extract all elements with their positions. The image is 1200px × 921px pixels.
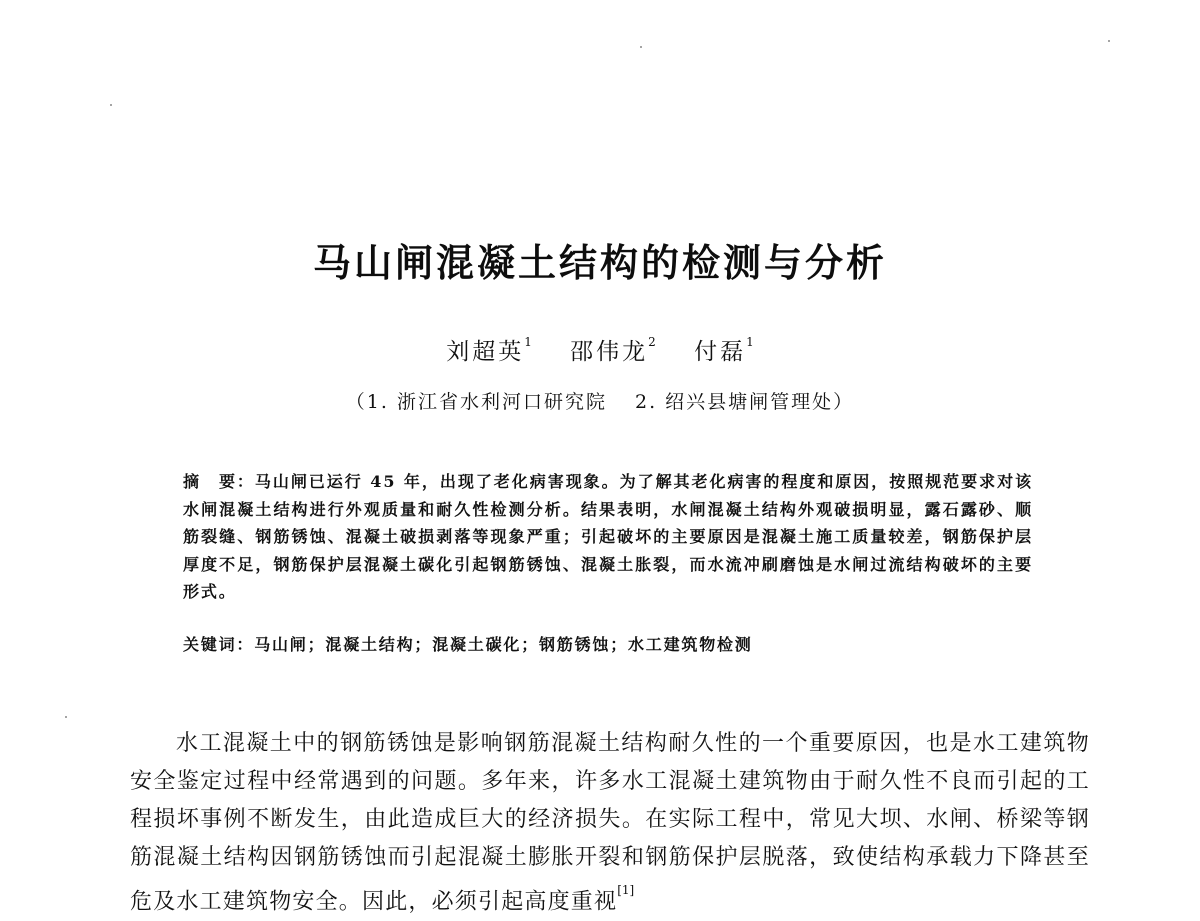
author [446, 335, 532, 365]
paper-title: 马山闸混凝土结构的检测与分析 [312, 241, 887, 285]
affiliation-mark: 1 [524, 335, 532, 350]
scan-speck [65, 716, 67, 718]
author-list [0, 333, 1200, 366]
affiliation-mark: 2 [648, 335, 656, 350]
citation-mark: [1] [617, 883, 635, 897]
abstract [183, 468, 1033, 606]
scan-speck [110, 104, 112, 106]
abstract-text: 马山闸已运行 45 年，出现了老化病害现象。为了解其老化病害的程度和原因，按照规范要求对该水闸混凝土结构进行外观质量和耐久性检测分析。结果表明，水闸混凝土结构外观破损明显，露石露砂、顺筋裂缝、钢筋锈蚀、混凝土破损剥落等现象严重；引起破坏的主要原因是混凝土施工质量较差，钢筋保护层厚度不足，钢筋保护层混凝土碳化引起钢筋锈蚀、混凝土胀裂，而水流冲刷磨蚀是水闸过流结构破坏的主要形式。 [183, 472, 1033, 601]
scan-speck [1108, 40, 1110, 42]
keywords-label: 关键词： [183, 635, 255, 654]
body-text: 水工混凝土中的钢筋锈蚀是影响钢筋混凝土结构耐久性的一个重要原因，也是水工建筑物安全鉴定过程中经常遇到的问题。多年来，许多水工混凝土建筑物由于耐久性不良而引起的工程损坏事例不断发生，由此造成巨大的经济损失。在实际工程中，常见大坝、水闸、桥梁等钢筋混凝土结构因钢筋锈蚀而引起混凝土膨胀开裂和钢筋保护层脱落，致使结构承载力下降甚至危及水工建筑物安全。因此，必须引起高度重视 [130, 731, 1090, 915]
author [570, 335, 656, 365]
affiliation: （1. 浙江省水利河口研究院 [345, 391, 607, 413]
author-name: 刘超英 [446, 339, 525, 365]
keywords-text: 马山闸；混凝土结构；混凝土碳化；钢筋锈蚀；水工建筑物检测 [254, 635, 753, 654]
author-name: 付磊 [694, 339, 747, 365]
affiliation: 2. 绍兴县塘闸管理处） [635, 391, 855, 413]
author-name: 邵伟龙 [570, 339, 649, 365]
scan-speck [640, 46, 642, 48]
affiliation-line [0, 387, 1200, 414]
keywords [183, 632, 1033, 655]
affiliation-mark: 1 [746, 335, 754, 350]
abstract-label: 摘 要： [183, 472, 255, 491]
author [694, 335, 754, 365]
